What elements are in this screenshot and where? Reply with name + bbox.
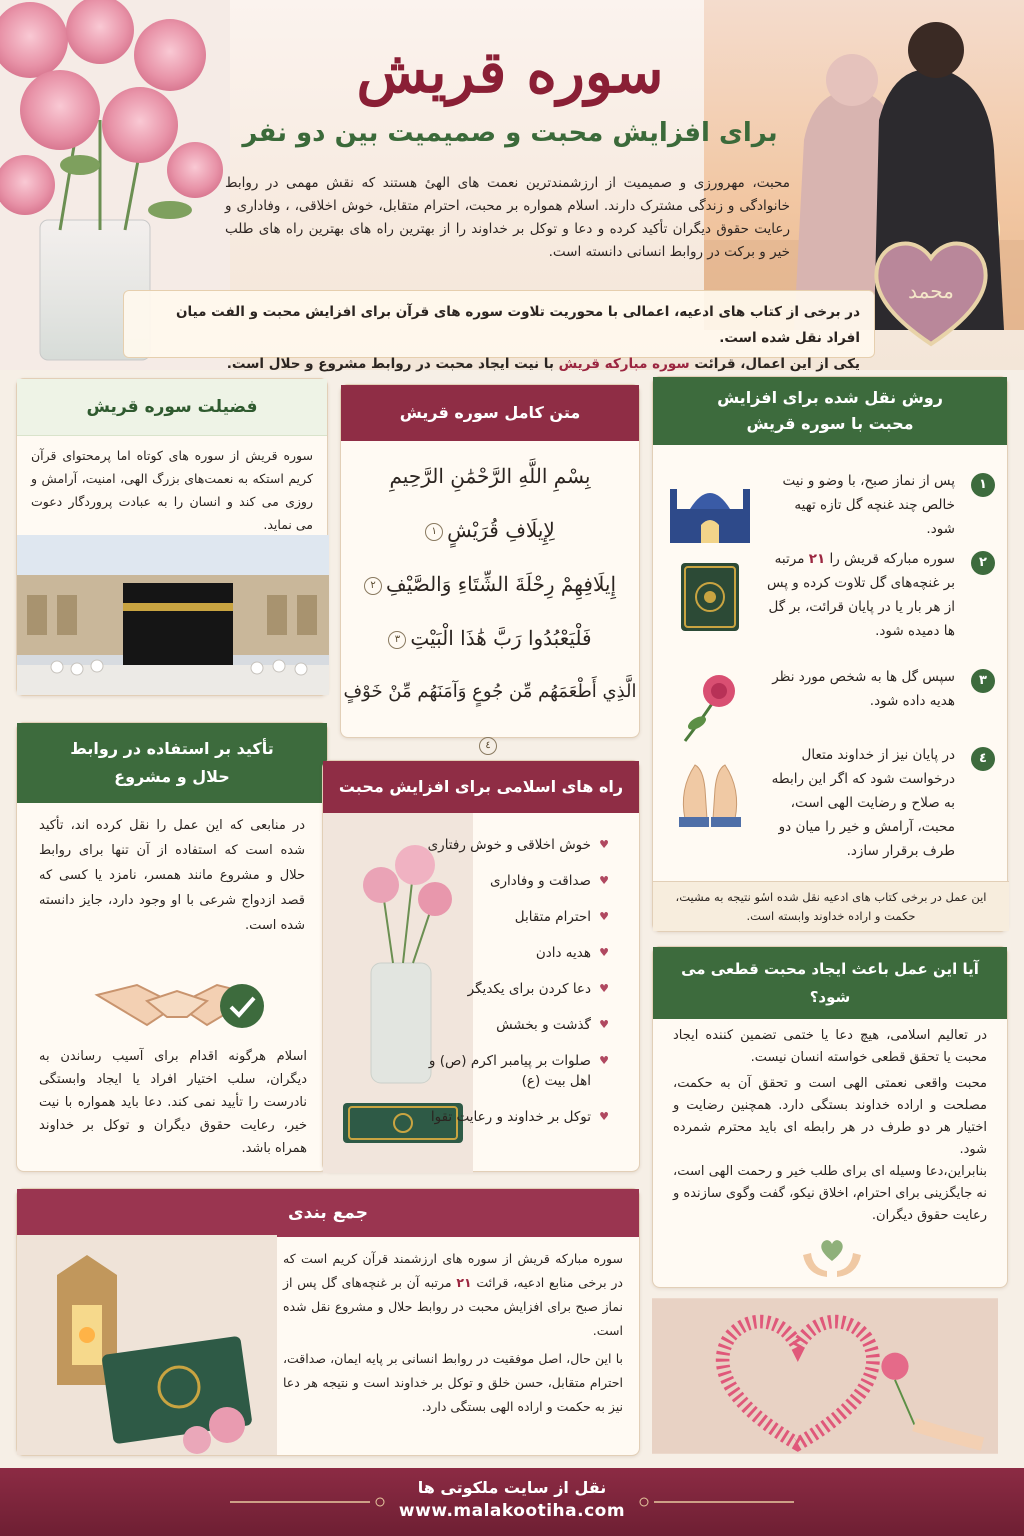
summary-heading: جمع بندی — [17, 1189, 639, 1237]
emphasis-text-2: اسلام هرگونه اقدام برای آسیب رساندن به دیگران، سلب اختیار افراد یا ایجاد وابستگی نادرست را تأیید نمی کند. دعا باید همواره با نیت خیر، رعایت حقوق دیگران و توکل بر خداوند همراه باشد. — [39, 1049, 307, 1156]
certainty-card — [652, 946, 1008, 1288]
step-text: در پایان نیز از خداوند متعال درخواست شود که اگر این رابطه به صلاح و رضایت الهی است، محبت، آرامش و خیر را میان دو طرف برقرار سازد. — [771, 747, 955, 859]
rose-icon — [665, 665, 755, 745]
step-text: سوره مبارکه قریش را ٢١ مرتبه بر غنچه‌های گل تلاوت کرده و پس از هر بار یا در پایان قرائت، بر گل ها دمیده شود. — [767, 551, 955, 639]
kaaba-image — [17, 535, 329, 695]
verse-2: إِيلَافِهِمْ رِحْلَةَ الشِّتَاءِ وَالصَّيْفِ٢ — [341, 557, 639, 611]
praying-hands-icon — [665, 749, 755, 829]
certainty-text — [653, 1019, 1007, 1233]
verses-list — [341, 441, 639, 751]
hero-section — [0, 0, 1024, 370]
verse-4: الَّذِي أَطْعَمَهُم مِّن جُوعٍ وَآمَنَهُم مِّنْ خَوْفٍ٤ — [341, 665, 639, 719]
summary-p1: سوره مبارکه قریش از سوره های ارزشمند قرآن کریم است که در برخی منابع ادعیه، قرائت ٢١ مرتبه آن بر غنچه‌های گل پس از نماز صبح برای افزایش محبت در روابط حلال و مشروع نقل شده است. — [283, 1251, 623, 1338]
page-subtitle: برای افزایش محبت و صمیمیت بین دو نفر — [242, 118, 778, 148]
footer-source: نقل از سایت ملکوتی ها — [417, 1478, 607, 1497]
step-number: ٢ — [971, 551, 995, 575]
summary-card — [16, 1188, 640, 1456]
summary-p2: با این حال، اصل موفقیت در روابط انسانی بر پایه ایمان، صداقت، احترام متقابل، حسن خلق و توکل بر خداوند است و نتیجه هر دعا نیز به حکمت و اراده الهی بستگی دارد. — [283, 1351, 623, 1414]
quran-icon — [665, 557, 755, 637]
emphasis-card — [16, 722, 328, 1172]
method-step-2 — [665, 547, 995, 657]
intro-callout — [123, 290, 875, 372]
ways-heading: راه های اسلامی برای افزایش محبت — [323, 761, 639, 813]
rose-heart-image — [652, 1296, 998, 1456]
ways-list — [409, 827, 609, 1135]
callout-line-2: یکی از این اعمال، قرائت سوره مبارکه قریش با نیت ایجاد محبت در روابط مشروع و حلال است. — [226, 356, 860, 372]
check-icon — [217, 981, 267, 1031]
list-item: ♥ دعا کردن برای یکدیگر — [409, 971, 609, 1007]
list-item: ♥ صلوات بر پیامبر اکرم (ص) و اهل بیت (ع) — [409, 1043, 609, 1099]
emphasis-heading: تأکید بر استفاده در روابط حلال و مشروع — [17, 723, 327, 803]
intro-paragraph: محبت، مهرورزی و صمیمیت از ارزشمندترین نعمت های الهیٔ هستند که نقش مهمی در روابط خانوادگی و زندگی مشترک دارند. اسلام همواره بر محبت، احترام متقابل، خوش اخلاقی، ، وفاداری و رعایت حقوق دیگران تأکید کرده و دعا و توکل بر خداوند را از بهترین راه های بهترین راه های طلب خیر و برکت در روابط انسانی دانسته است. — [225, 175, 790, 260]
footer — [0, 1468, 1024, 1536]
ways-card — [322, 760, 640, 1172]
method-card — [652, 376, 1008, 932]
bismillah: بِسْمِ اللَّهِ الرَّحْمَٰنِ الرَّحِيمِ — [389, 464, 591, 488]
method-step-4 — [665, 743, 995, 873]
ornament-right-icon — [634, 1492, 794, 1512]
heart-hands-icon — [797, 1231, 867, 1281]
list-item: ♥ هدیه دادن — [409, 935, 609, 971]
method-heading: روش نقل شده برای افزایش محبت با سوره قریش — [653, 377, 1007, 445]
certainty-p1: در تعالیم اسلامی، هیچ دعا یا ختمی تضمین کننده ایجاد محبت یا تحقق قطعی خواسته انسان نیست. — [673, 1028, 987, 1065]
certainty-p2: محبت واقعی نعمتی الهی است و تحقق آن به حکمت، مصلحت و اراده خداوند بستگی دارد. همچنین رضایت و اختیار هر دو طرف در هر رابطه ای باید محترم شمرده شود. — [673, 1076, 987, 1157]
lantern-quran-image — [17, 1235, 277, 1455]
step-text: سپس گل ها به شخص مورد نظر هدیه داده شود. — [772, 669, 955, 709]
badge-text: محمد — [908, 279, 954, 303]
method-note: این عمل در برخی کتاب های ادعیه نقل شده اسٔو نتیجه به مشیت، حکمت و اراده خداوند وابسته است. — [653, 881, 1009, 931]
step-number: ٣ — [971, 669, 995, 693]
full-text-card — [340, 384, 640, 751]
summary-text — [283, 1247, 623, 1419]
step-number: ١ — [971, 473, 995, 497]
mosque-icon — [665, 469, 755, 549]
callout-highlight: سوره مبارکه قریش — [558, 356, 690, 372]
step-number: ٤ — [971, 747, 995, 771]
method-step-3 — [665, 665, 995, 735]
virtue-heading: فضیلت سوره قریش — [17, 379, 327, 436]
virtue-text: سوره قریش از سوره های کوتاه اما پرمحتوای قرآن کریم استکه به نعمت‌های بزرگ الهی، امنیت، آرامش و روزی می کند و انسان را به عبادت پروردگار دعوت می نماید. — [31, 448, 313, 532]
verse-1: لِإِيلَافِ قُرَيْشٍ١ — [341, 503, 639, 557]
emphasis-text-1: در منابعی که این عمل را نقل کرده اند، تأکید شده است که استفاده از آن تنها برای روابط حلال و مشروع مانند همسر، نامزد یا کسی که قصد ازدواج شرعی با او وجود دارد، جایز دانسته شده است. — [39, 818, 305, 933]
callout-line-1: در برخی از کتاب های ادعیه، اعمالی با محوریت تلاوت سوره های قرآن برای افزایش محبت و الفت میان افراد نقل شده است. — [176, 304, 860, 346]
full-text-heading: متن کامل سوره قریش — [341, 385, 639, 441]
virtue-card — [16, 378, 328, 696]
ornament-left-icon — [230, 1492, 390, 1512]
list-item: ♥ گذشت و بخشش — [409, 1007, 609, 1043]
list-item: ♥ صداقت و وفاداری — [409, 863, 609, 899]
heart-badge-icon — [866, 226, 996, 356]
certainty-heading: آیا این عمل باعث ایجاد محبت قطعی می شود؟ — [653, 947, 1007, 1019]
footer-url-link[interactable]: www.malakootiha.com — [398, 1501, 626, 1521]
certainty-p3: بنابراین،دعا وسیله ای برای طلب خیر و رحمت الهی است، نه جایگزینی برای احترام، اخلاق نیکو، گفت وگوی سازنده و رعایت حقوق دیگران. — [673, 1164, 987, 1223]
list-item: ♥ توکل بر خداوند و رعایت تقوا — [409, 1099, 609, 1135]
page-title: سوره قریش — [356, 38, 664, 106]
list-item: ♥ خوش اخلاقی و خوش رفتاری — [409, 827, 609, 863]
list-item: ♥ احترام متقابل — [409, 899, 609, 935]
step-text: پس از نماز صبح، با وضو و نیت خالص چند غنچه گل تازه تهیه شود. — [782, 473, 955, 537]
verse-3: فَلْيَعْبُدُوا رَبَّ هَٰذَا الْبَيْتِ٣ — [341, 611, 639, 665]
